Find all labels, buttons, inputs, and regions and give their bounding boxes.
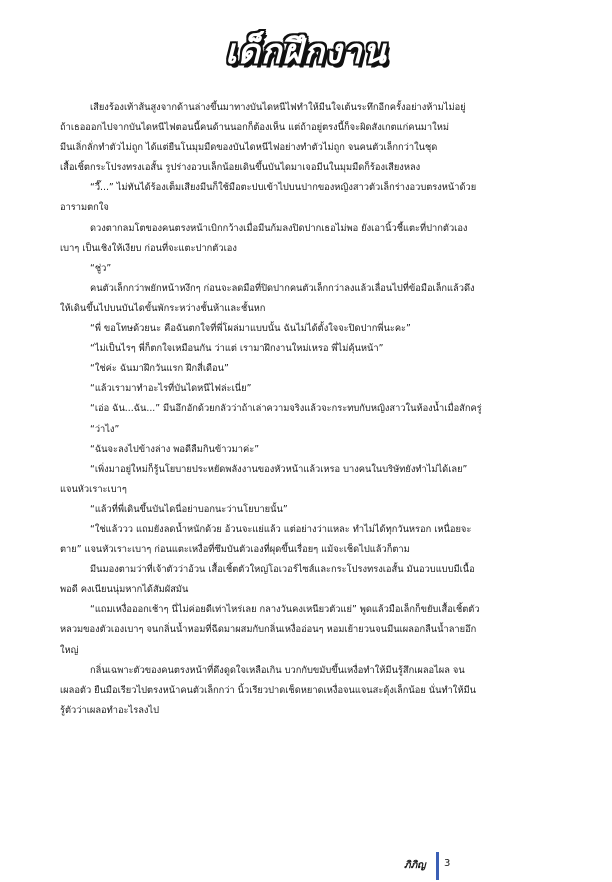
paragraph-line: “ว่าไง” [90, 423, 120, 435]
paragraph-line: ถ้าเธอออกไปจากบันไดหนีไฟตอนนี้คนด้านนอกก็ต้องเห็น แต่ถ้าอยู่ตรงนี้ก็จะผิดสังเกตแก่คนมาใหม่ [60, 122, 449, 134]
paragraph-line: พอดี คงเนียนนุ่มหากได้สัมผัสมัน [60, 584, 189, 596]
paragraph-line: “แถมเหงื่อออกเช้าๆ นี่ไม่ค่อยดีเท่าไหร่เลย กลางวันคงเหนียวตัวแย่” พูดแล้วมือเล็กก็ขยับเสื้อเชิ้ตตัว [90, 604, 480, 616]
author-name: ภิภิญ [404, 860, 426, 871]
paragraph-line: กลิ่นเฉพาะตัวของคนตรงหน้าที่ดึงดูดใจเหลือเกิน บวกกับขมับขึ้นเหงื่อทำให้มีนรู้สึกเผลอไผล จน [90, 664, 465, 676]
paragraph-line: เบาๆ เป็นเชิงให้เงียบ ก่อนที่จะแตะปากตัวเอง [60, 242, 237, 254]
paragraph-line: เสื้อเชิ้ตกระโปรงทรงเอสั้น รูปร่างอวบเล็กน้อยเดินขึ้นบันไดมาเจอมีนในมุมมืดก็ร้องเสียงหลง [60, 162, 421, 174]
paragraph-line: “พี่ ขอโทษด้วยนะ คือฉันตกใจที่พี่โผล่มาแบบนั้น ฉันไม่ได้ตั้งใจจะปิดปากพี่นะคะ” [90, 323, 411, 335]
story-body [60, 98, 550, 721]
page-title: เด็กฝึกงาน [225, 32, 387, 72]
paragraph-line: ตาย” แจนหัวเราะเบาๆ ก่อนแตะเหงื่อที่ซึมบันตัวเองที่ผุดขึ้นเรื่อยๆ แม้จะเช็ดไปแล้วก็ตาม [60, 544, 410, 556]
footer-divider [436, 852, 439, 880]
paragraph-line: ใหญ่ [60, 644, 79, 656]
paragraph-line: ดวงตากลมโตของคนตรงหน้าเบิกกว้างเมื่อมีนก้มลงปิดปากเธอไม่พอ ยังเอานิ้วชี้แตะที่ปากตัวเอง [90, 222, 468, 234]
paragraph-line: “ใช่แล้ววว แถมยังลดน้ำหนักด้วย อ้วนจะแย่แล้ว แต่อย่างว่าแหละ ทำไม่ได้ทุกวันหรอก เหนื่อยจะ [90, 523, 472, 535]
paragraph-line: เสียงร้องเท้าส้นสูงจากด้านล่างขึ้นมาทางบันไดหนีไฟทำให้มีนใจเต้นระทึกอีกครั้งอย่างห้ามไม่อยู่ [90, 102, 466, 113]
paragraph-line: แจนหัวเราะเบาๆ [60, 483, 127, 495]
page-number: 3 [444, 858, 451, 869]
paragraph-line: “วี๊...” ไม่ทันได้ร้องเต็มเสียงมีนก็ใช้มือตะปบเข้าไปบนปากของหญิงสาวตัวเล็กร่างอวบตรงหน้าด้วย [90, 182, 477, 194]
paragraph-line: “ชู่ว” [90, 262, 112, 274]
paragraph-line: “ไม่เป็นไรๆ พี่ก็ตกใจเหมือนกัน ว่าแต่ เรามาฝึกงานใหม่เหรอ พี่ไม่คุ้นหน้า” [90, 343, 384, 355]
paragraph-line: “เพิ่งมาอยู่ใหม่ก็รู้นโยบายประหยัดพลังงานของหัวหน้าแล้วเหรอ บางคนในบริษัทยังทำไม่ได้เลย” [90, 463, 468, 475]
paragraph-line: มีนมองตามว่าที่เจ้าตัวว่าอ้วน เสื้อเชิ้ตตัวใหญ่โอเวอร์ไซส์และกระโปรงทรงเอสั้น มันอวบแบบมีเนื้อ [90, 564, 475, 576]
paragraph-line: อารามตกใจ [60, 202, 109, 214]
paragraph-line: รู้ตัวว่าเผลอทำอะไรลงไป [60, 704, 160, 716]
paragraph-line: หลวมของตัวเองเบาๆ จนกลิ่นน้ำหอมที่ฉีดมาผสมกับกลิ่นเหงื่ออ่อนๆ หอมเย้ายวนจนมีนเผลอกลืนน้ำลายอึก [60, 624, 477, 636]
paragraph-line: “ใช่ค่ะ ฉันมาฝึกวันแรก ฝึกสี่เดือน” [90, 363, 229, 375]
paragraph-line: เผลอตัว ยืนมือเรียวไปตรงหน้าคนตัวเล็กกว่า นิ้วเรียวปาดเช็ดหยาดเหงื่อจนแจนสะดุ้งเล็กน้อย นั่นทำให้มีน [60, 684, 476, 696]
page-footer [0, 850, 612, 880]
paragraph-line: “แล้วที่พี่เดินขึ้นบันไดนี่อย่าบอกนะว่านโยบายนั้น” [90, 503, 288, 515]
paragraph-line: มีนเลิ่กลั่กทำตัวไม่ถูก ได้แต่ยืนโนมุมมืดของบันไดหนีไฟอย่างทำตัวไม่ถูก จนคนตัวเล็กกว่าในชุด [60, 142, 438, 154]
paragraph-line: “ฉันจะลงไปข้างล่าง พอดีลืมกินข้าวมาค่ะ” [90, 443, 260, 455]
paragraph-line: “แล้วเรามาทำอะไรที่บันไดหนีไฟล่ะเนี่ย” [90, 383, 252, 395]
paragraph-line: คนตัวเล็กกว่าพยักหน้าหงึกๆ ก่อนจะลดมือที่ปิดปากคนตัวเล็กกว่าลงแล้วเลื่อนไปที่ข้อมือเล็กแล้วดึง [90, 282, 475, 294]
paragraph-line: ให้เดินขึ้นไปบนบันไดขั้นพักระหว่างชั้นห้าและชั้นหก [60, 302, 266, 314]
paragraph-line: “เอ่อ ฉัน...ฉัน...” มีนอึกอักด้วยกลัวว่าถ้าเล่าความจริงแล้วจะกระทบกับหญิงสาวในห้องน้ำเมื่อสักครู่ [90, 403, 482, 415]
